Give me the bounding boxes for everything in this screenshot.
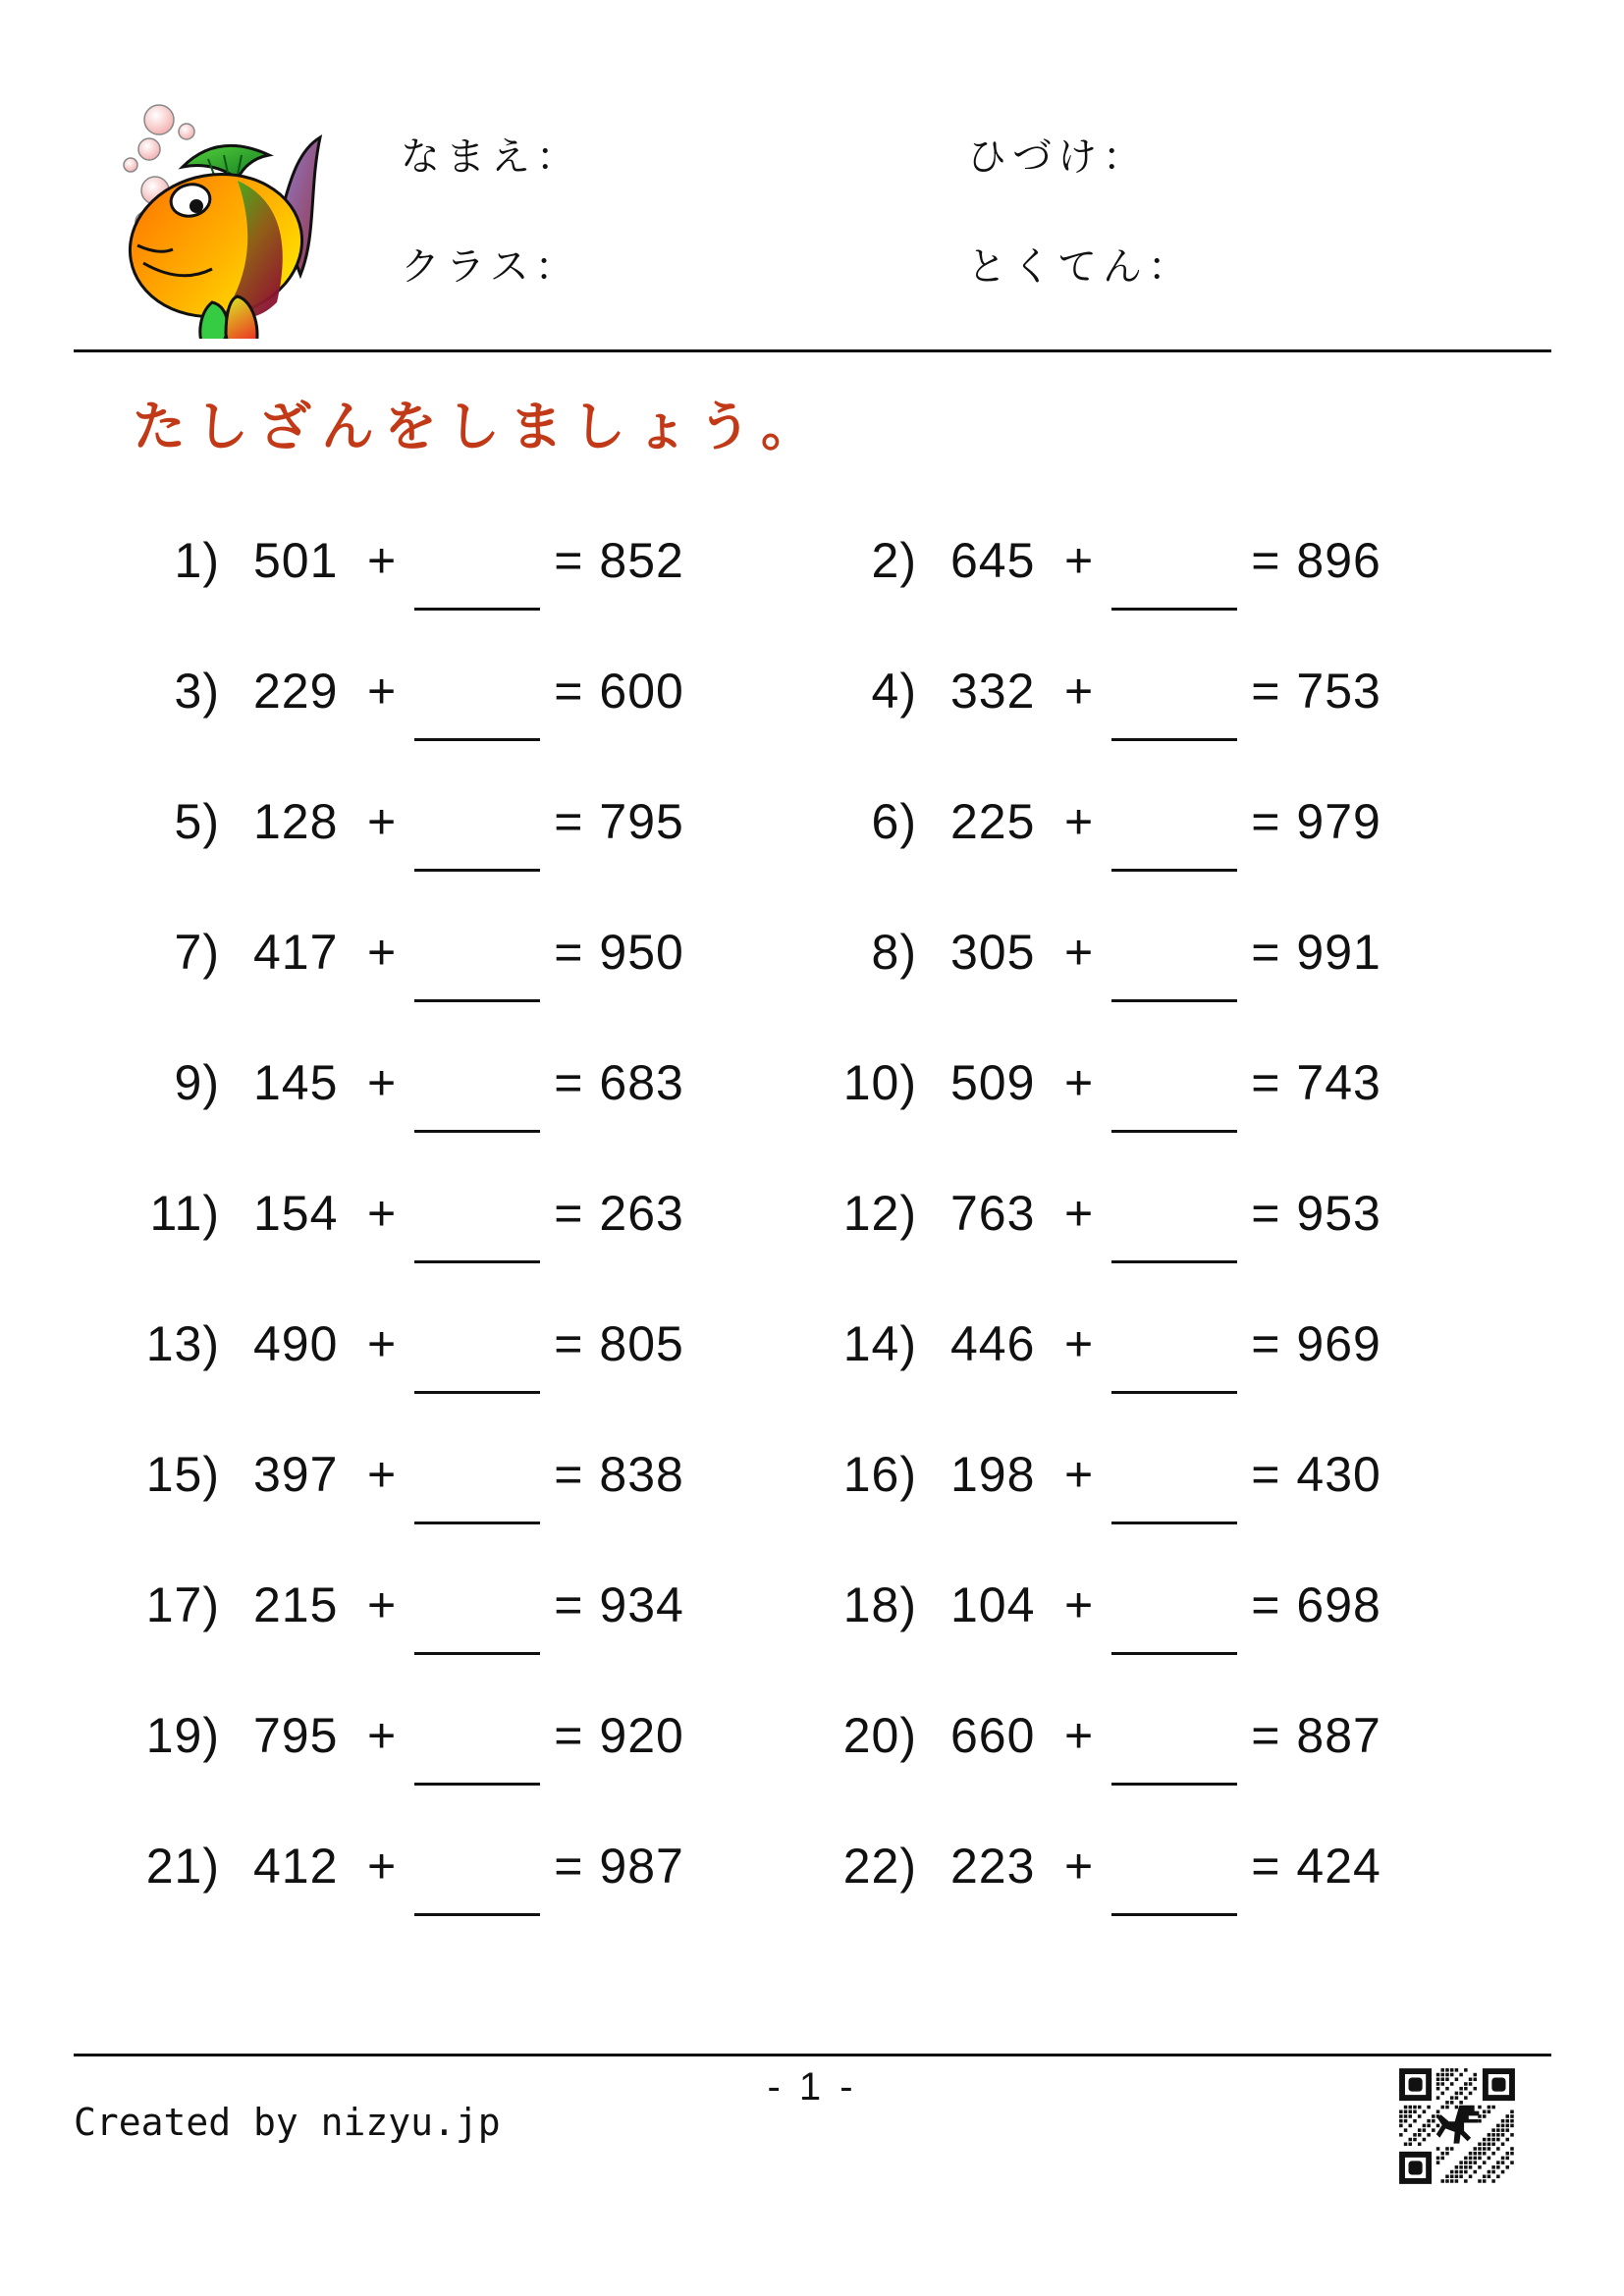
plus-sign: + (367, 1447, 398, 1502)
equals-sign: = (554, 794, 584, 849)
equals-sign: = (554, 1447, 584, 1502)
score-field-label: とくてん： (967, 245, 1193, 289)
plus-sign: + (367, 1708, 398, 1763)
problem-sum: 934 (599, 1577, 684, 1632)
problem-sum: 743 (1296, 1055, 1381, 1110)
problem-operand: 660 (950, 1708, 1036, 1763)
answer-blank (414, 734, 540, 741)
plus-sign: + (1064, 1577, 1095, 1632)
equals-sign: = (554, 1839, 584, 1894)
answer-blank (414, 995, 540, 1002)
equals-sign: = (554, 1186, 584, 1241)
problem-number: 20) (842, 1708, 917, 1763)
plus-sign: + (1064, 925, 1095, 980)
equals-sign: = (1251, 1447, 1281, 1502)
problem-operand: 223 (950, 1839, 1036, 1894)
problem-number: 13) (145, 1316, 220, 1371)
plus-sign: + (367, 533, 398, 588)
qr-code-icon (1392, 2061, 1522, 2191)
plus-sign: + (1064, 1708, 1095, 1763)
answer-blank (414, 1256, 540, 1263)
equals-sign: = (1251, 1055, 1281, 1110)
answer-blank (1111, 1387, 1237, 1394)
problem-sum: 991 (1296, 925, 1381, 980)
problem-operand: 501 (253, 533, 339, 588)
problem-operand: 104 (950, 1577, 1036, 1632)
problem-number: 11) (149, 1186, 220, 1241)
equals-sign: = (554, 664, 584, 719)
equals-sign: = (554, 1055, 584, 1110)
problem-sum: 753 (1296, 664, 1381, 719)
problem-number: 1) (174, 533, 220, 588)
answer-blank (414, 1779, 540, 1786)
answer-blank (1111, 995, 1237, 1002)
problem-operand: 446 (950, 1316, 1036, 1371)
problem-item (835, 772, 1532, 902)
problem-item (137, 1424, 835, 1555)
problem-operand: 397 (253, 1447, 339, 1502)
problem-operand: 509 (950, 1055, 1036, 1110)
problem-number: 9) (174, 1055, 220, 1110)
answer-blank (414, 604, 540, 611)
problem-item (137, 772, 835, 902)
problem-sum: 263 (599, 1186, 684, 1241)
plus-sign: + (1064, 533, 1095, 588)
plus-sign: + (367, 1839, 398, 1894)
problem-sum: 698 (1296, 1577, 1381, 1632)
problem-operand: 154 (253, 1186, 339, 1241)
problem-sum: 805 (599, 1316, 684, 1371)
equals-sign: = (1251, 1839, 1281, 1894)
page-number: - 1 - (767, 2065, 857, 2109)
problem-item (137, 1163, 835, 1294)
problem-operand: 795 (253, 1708, 339, 1763)
answer-blank (414, 1126, 540, 1133)
problem-operand: 412 (253, 1839, 339, 1894)
plus-sign: + (367, 664, 398, 719)
problem-number: 7) (174, 925, 220, 980)
answer-blank (1111, 1648, 1237, 1655)
plus-sign: + (1064, 664, 1095, 719)
answer-blank (414, 1648, 540, 1655)
equals-sign: = (1251, 664, 1281, 719)
plus-sign: + (1064, 1055, 1095, 1110)
plus-sign: + (367, 1316, 398, 1371)
equals-sign: = (1251, 533, 1281, 588)
problem-sum: 795 (599, 794, 684, 849)
problem-item (835, 1685, 1532, 1816)
plus-sign: + (367, 1186, 398, 1241)
name-field-label: なまえ： (401, 135, 581, 179)
answer-blank (414, 1518, 540, 1524)
problem-item (835, 510, 1532, 641)
problem-operand: 417 (253, 925, 339, 980)
problem-item (137, 510, 835, 641)
equals-sign: = (1251, 1577, 1281, 1632)
answer-blank (1111, 1518, 1237, 1524)
problem-item (835, 641, 1532, 772)
problem-sum: 969 (1296, 1316, 1381, 1371)
problem-number: 16) (842, 1447, 917, 1502)
answer-blank (1111, 1909, 1237, 1916)
problem-number: 15) (145, 1447, 220, 1502)
problem-number: 18) (842, 1577, 917, 1632)
problem-operand: 225 (950, 794, 1036, 849)
equals-sign: = (1251, 1708, 1281, 1763)
problem-number: 14) (842, 1316, 917, 1371)
plus-sign: + (1064, 1316, 1095, 1371)
problem-operand: 763 (950, 1186, 1036, 1241)
problem-sum: 953 (1296, 1186, 1381, 1241)
answer-blank (1111, 1779, 1237, 1786)
footer-divider (74, 2054, 1551, 2056)
answer-blank (414, 865, 540, 872)
problems-grid (137, 510, 1532, 1947)
problem-sum: 430 (1296, 1447, 1381, 1502)
equals-sign: = (1251, 1186, 1281, 1241)
equals-sign: = (554, 533, 584, 588)
problem-operand: 645 (950, 533, 1036, 588)
problem-operand: 490 (253, 1316, 339, 1371)
problem-item (835, 1555, 1532, 1685)
answer-blank (1111, 1256, 1237, 1263)
answer-blank (414, 1909, 540, 1916)
equals-sign: = (554, 1708, 584, 1763)
problem-item (835, 1816, 1532, 1947)
header-divider (74, 349, 1551, 352)
problem-sum: 600 (599, 664, 684, 719)
problem-number: 19) (145, 1708, 220, 1763)
problem-item (137, 1033, 835, 1163)
plus-sign: + (367, 1577, 398, 1632)
problem-operand: 198 (950, 1447, 1036, 1502)
plus-sign: + (367, 1055, 398, 1110)
class-field-label: クラス： (401, 245, 580, 289)
problem-operand: 229 (253, 664, 339, 719)
problem-sum: 979 (1296, 794, 1381, 849)
answer-blank (1111, 734, 1237, 741)
problem-number: 12) (842, 1186, 917, 1241)
problem-number: 21) (145, 1839, 220, 1894)
problem-operand: 128 (253, 794, 339, 849)
equals-sign: = (554, 1577, 584, 1632)
problem-sum: 683 (599, 1055, 684, 1110)
page-title: たしざんをしましょう。 (133, 398, 824, 456)
problem-item (835, 1424, 1532, 1555)
problem-item (137, 902, 835, 1033)
problem-item (137, 641, 835, 772)
problem-item (137, 1555, 835, 1685)
problem-sum: 896 (1296, 533, 1381, 588)
problem-item (835, 902, 1532, 1033)
fish-logo-icon (98, 98, 344, 339)
answer-blank (414, 1387, 540, 1394)
problem-number: 4) (871, 664, 917, 719)
problem-item (835, 1163, 1532, 1294)
problem-sum: 424 (1296, 1839, 1381, 1894)
equals-sign: = (554, 925, 584, 980)
problem-number: 5) (174, 794, 220, 849)
problem-sum: 838 (599, 1447, 684, 1502)
problem-sum: 987 (599, 1839, 684, 1894)
answer-blank (1111, 1126, 1237, 1133)
problem-sum: 852 (599, 533, 684, 588)
problem-item (835, 1033, 1532, 1163)
problem-number: 2) (871, 533, 917, 588)
answer-blank (1111, 865, 1237, 872)
problem-number: 22) (842, 1839, 917, 1894)
problem-operand: 145 (253, 1055, 339, 1110)
problem-sum: 920 (599, 1708, 684, 1763)
equals-sign: = (554, 1316, 584, 1371)
problem-operand: 305 (950, 925, 1036, 980)
problem-sum: 887 (1296, 1708, 1381, 1763)
problem-number: 17) (145, 1577, 220, 1632)
problem-item (137, 1294, 835, 1424)
problem-item (137, 1816, 835, 1947)
problem-item (835, 1294, 1532, 1424)
equals-sign: = (1251, 925, 1281, 980)
equals-sign: = (1251, 1316, 1281, 1371)
plus-sign: + (1064, 1839, 1095, 1894)
date-field-label: ひづけ： (967, 135, 1148, 179)
problem-item (137, 1685, 835, 1816)
credit-text: Created by nizyu.jp (74, 2101, 501, 2144)
plus-sign: + (367, 925, 398, 980)
plus-sign: + (1064, 794, 1095, 849)
problem-number: 10) (842, 1055, 917, 1110)
problem-number: 6) (871, 794, 917, 849)
answer-blank (1111, 604, 1237, 611)
problem-number: 3) (174, 664, 220, 719)
problem-operand: 332 (950, 664, 1036, 719)
problem-operand: 215 (253, 1577, 339, 1632)
plus-sign: + (1064, 1186, 1095, 1241)
plus-sign: + (367, 794, 398, 849)
problem-sum: 950 (599, 925, 684, 980)
problem-number: 8) (871, 925, 917, 980)
equals-sign: = (1251, 794, 1281, 849)
plus-sign: + (1064, 1447, 1095, 1502)
